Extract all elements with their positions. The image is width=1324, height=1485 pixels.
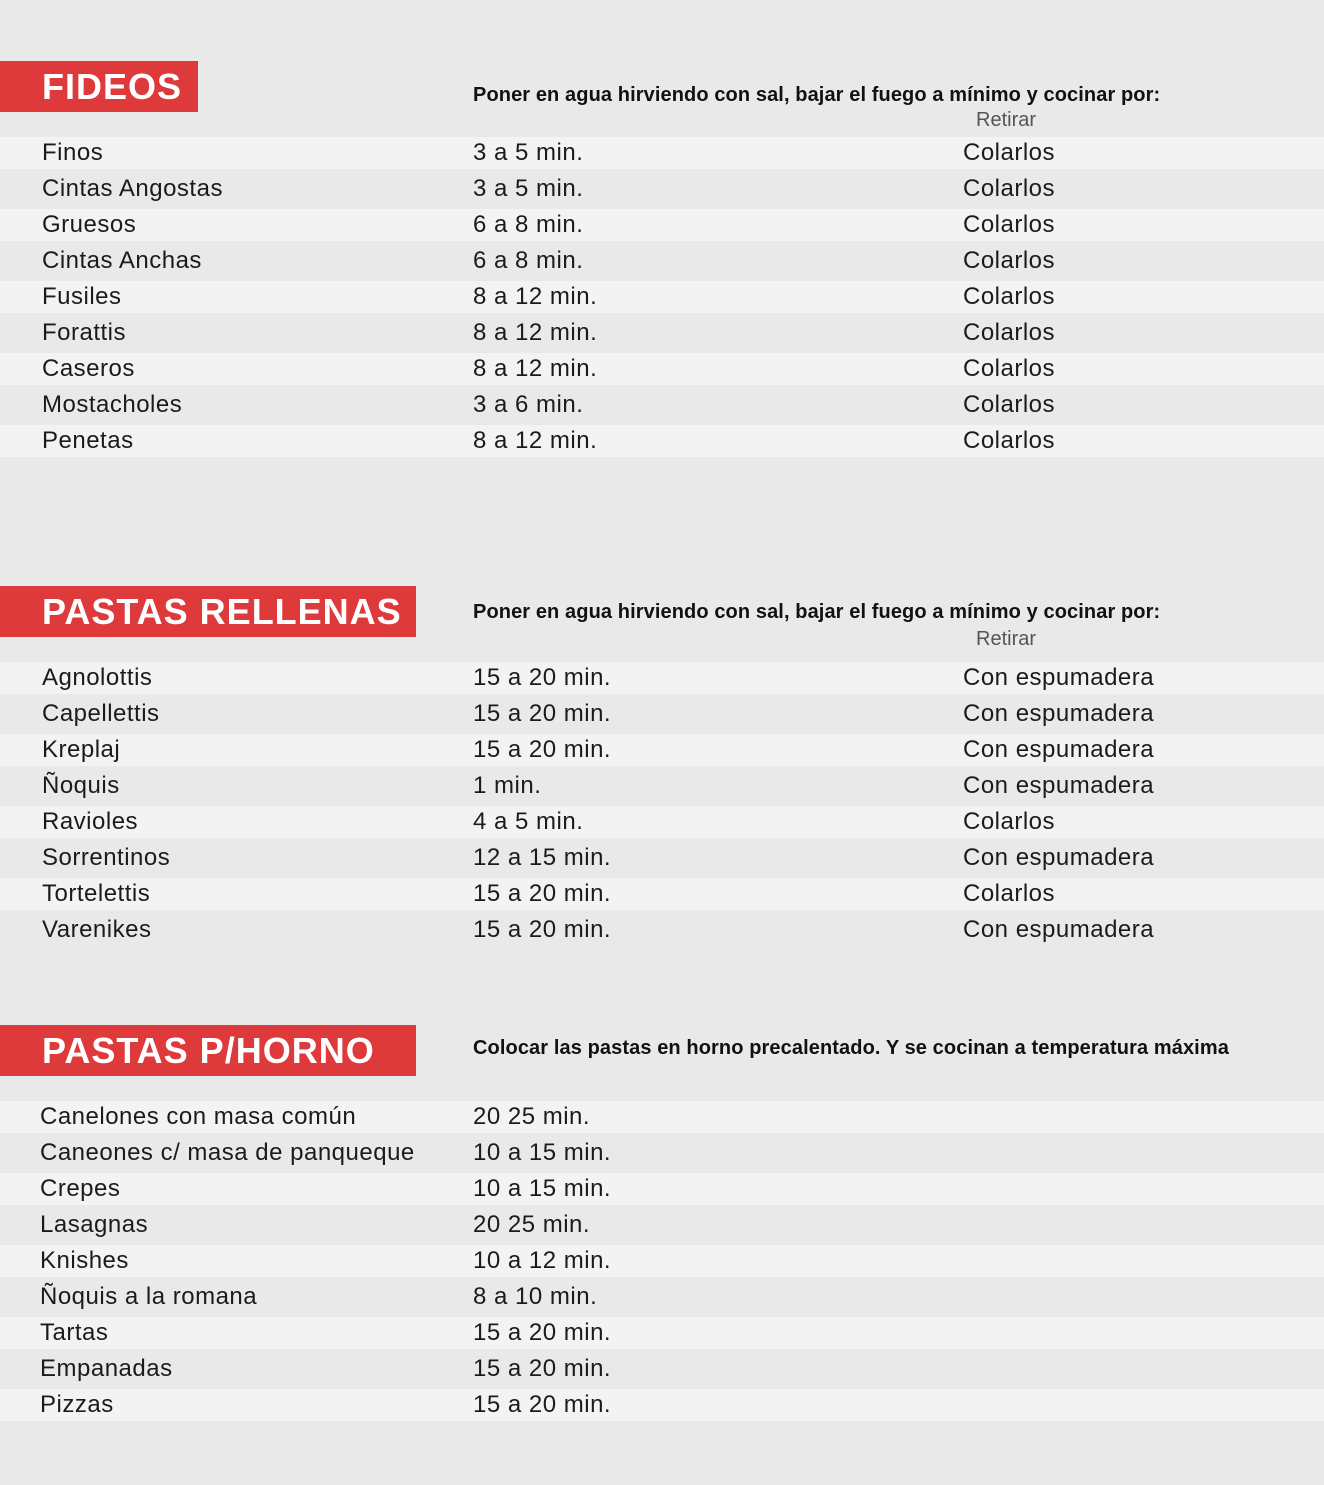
table-body (0, 135, 1324, 459)
pasta-name: Forattis (42, 319, 127, 346)
column-header-retirar: Retirar (976, 628, 1037, 650)
table-body (0, 660, 1324, 948)
pasta-name: Cintas Anchas (42, 247, 202, 274)
table-row (0, 243, 1324, 279)
table-row (0, 1317, 1324, 1349)
cook-time: 10 a 15 min. (473, 1175, 612, 1202)
pasta-name: Mostacholes (42, 391, 183, 418)
table-row (0, 912, 1324, 948)
cook-time: 10 a 12 min. (473, 1247, 612, 1274)
section-instruction: Poner en agua hirviendo con sal, bajar el fuego a mínimo y cocinar por: (473, 84, 1161, 106)
cook-time: 15 a 20 min. (473, 700, 612, 727)
pasta-name: Caseros (42, 355, 135, 382)
remove-method: Colarlos (963, 808, 1056, 835)
remove-method: Colarlos (963, 355, 1056, 382)
section-title: PASTAS P/HORNO (0, 1025, 416, 1076)
remove-method: Con espumadera (963, 736, 1155, 763)
remove-method: Colarlos (963, 319, 1056, 346)
table-row (0, 171, 1324, 207)
table-row (0, 1389, 1324, 1421)
remove-method: Con espumadera (963, 700, 1155, 727)
table-row (0, 662, 1324, 694)
table-row (0, 1245, 1324, 1277)
cook-time: 10 a 15 min. (473, 1139, 612, 1166)
remove-method: Colarlos (963, 247, 1056, 274)
cook-time: 15 a 20 min. (473, 1319, 612, 1346)
table-row (0, 281, 1324, 313)
pasta-name: Capellettis (42, 700, 160, 727)
pasta-name: Finos (42, 139, 104, 166)
table-row (0, 1207, 1324, 1243)
pasta-name: Crepes (40, 1175, 121, 1202)
cook-time: 15 a 20 min. (473, 1391, 612, 1418)
pasta-name: Pizzas (40, 1391, 114, 1418)
remove-method: Con espumadera (963, 664, 1155, 691)
pasta-name: Cintas Angostas (42, 175, 223, 202)
table-row (0, 1173, 1324, 1205)
section-instruction: Colocar las pastas en horno precalentado. Y se cocinan a temperatura máxima (473, 1037, 1229, 1059)
section-title: PASTAS RELLENAS (0, 586, 416, 637)
cook-time: 1 min. (473, 772, 542, 799)
pasta-name: Empanadas (40, 1355, 173, 1382)
pasta-name: Ñoquis (42, 772, 120, 799)
table-row (0, 1101, 1324, 1133)
cook-time: 15 a 20 min. (473, 736, 612, 763)
table-body (0, 1099, 1324, 1423)
cook-time: 15 a 20 min. (473, 1355, 612, 1382)
cook-time: 20 25 min. (473, 1211, 591, 1238)
column-header-retirar: Retirar (976, 109, 1037, 131)
table-row (0, 734, 1324, 766)
table-row (0, 1279, 1324, 1315)
cook-time: 3 a 5 min. (473, 175, 584, 202)
pasta-name: Tartas (40, 1319, 109, 1346)
cook-time: 4 a 5 min. (473, 808, 584, 835)
remove-method: Con espumadera (963, 844, 1155, 871)
pasta-name: Ñoquis a la romana (40, 1283, 258, 1310)
pasta-name: Knishes (40, 1247, 129, 1274)
pasta-name: Caneones c/ masa de panqueque (40, 1139, 415, 1166)
cook-time: 6 a 8 min. (473, 247, 584, 274)
remove-method: Con espumadera (963, 772, 1155, 799)
table-row (0, 1351, 1324, 1387)
cook-time: 6 a 8 min. (473, 211, 584, 238)
pasta-name: Agnolottis (42, 664, 153, 691)
table-row (0, 209, 1324, 241)
remove-method: Colarlos (963, 880, 1056, 907)
table-row (0, 353, 1324, 385)
remove-method: Colarlos (963, 175, 1056, 202)
pasta-name: Kreplaj (42, 736, 121, 763)
cook-time: 8 a 12 min. (473, 355, 598, 382)
cook-time: 15 a 20 min. (473, 664, 612, 691)
table-row (0, 768, 1324, 804)
remove-method: Colarlos (963, 211, 1056, 238)
table-row (0, 840, 1324, 876)
cook-time: 20 25 min. (473, 1103, 591, 1130)
cook-time: 15 a 20 min. (473, 880, 612, 907)
remove-method: Colarlos (963, 139, 1056, 166)
pasta-name: Tortelettis (42, 880, 151, 907)
remove-method: Colarlos (963, 391, 1056, 418)
cook-time: 12 a 15 min. (473, 844, 612, 871)
remove-method: Colarlos (963, 283, 1056, 310)
table-row (0, 1135, 1324, 1171)
cook-time: 8 a 10 min. (473, 1283, 598, 1310)
table-row (0, 878, 1324, 910)
pasta-name: Sorrentinos (42, 844, 171, 871)
table-row (0, 696, 1324, 732)
pasta-name: Gruesos (42, 211, 137, 238)
table-row (0, 425, 1324, 457)
cook-time: 8 a 12 min. (473, 427, 598, 454)
section-title: FIDEOS (0, 61, 198, 112)
remove-method: Con espumadera (963, 916, 1155, 943)
pasta-name: Lasagnas (40, 1211, 149, 1238)
table-row (0, 806, 1324, 838)
table-row (0, 137, 1324, 169)
cook-time: 15 a 20 min. (473, 916, 612, 943)
remove-method: Colarlos (963, 427, 1056, 454)
cook-time: 3 a 5 min. (473, 139, 584, 166)
cook-time: 8 a 12 min. (473, 283, 598, 310)
cook-time: 8 a 12 min. (473, 319, 598, 346)
pasta-name: Varenikes (42, 916, 152, 943)
pasta-name: Penetas (42, 427, 134, 454)
pasta-name: Canelones con masa común (40, 1103, 357, 1130)
table-row (0, 387, 1324, 423)
cook-time: 3 a 6 min. (473, 391, 584, 418)
section-instruction: Poner en agua hirviendo con sal, bajar el fuego a mínimo y cocinar por: (473, 601, 1161, 623)
table-row (0, 315, 1324, 351)
pasta-name: Ravioles (42, 808, 139, 835)
pasta-name: Fusiles (42, 283, 122, 310)
